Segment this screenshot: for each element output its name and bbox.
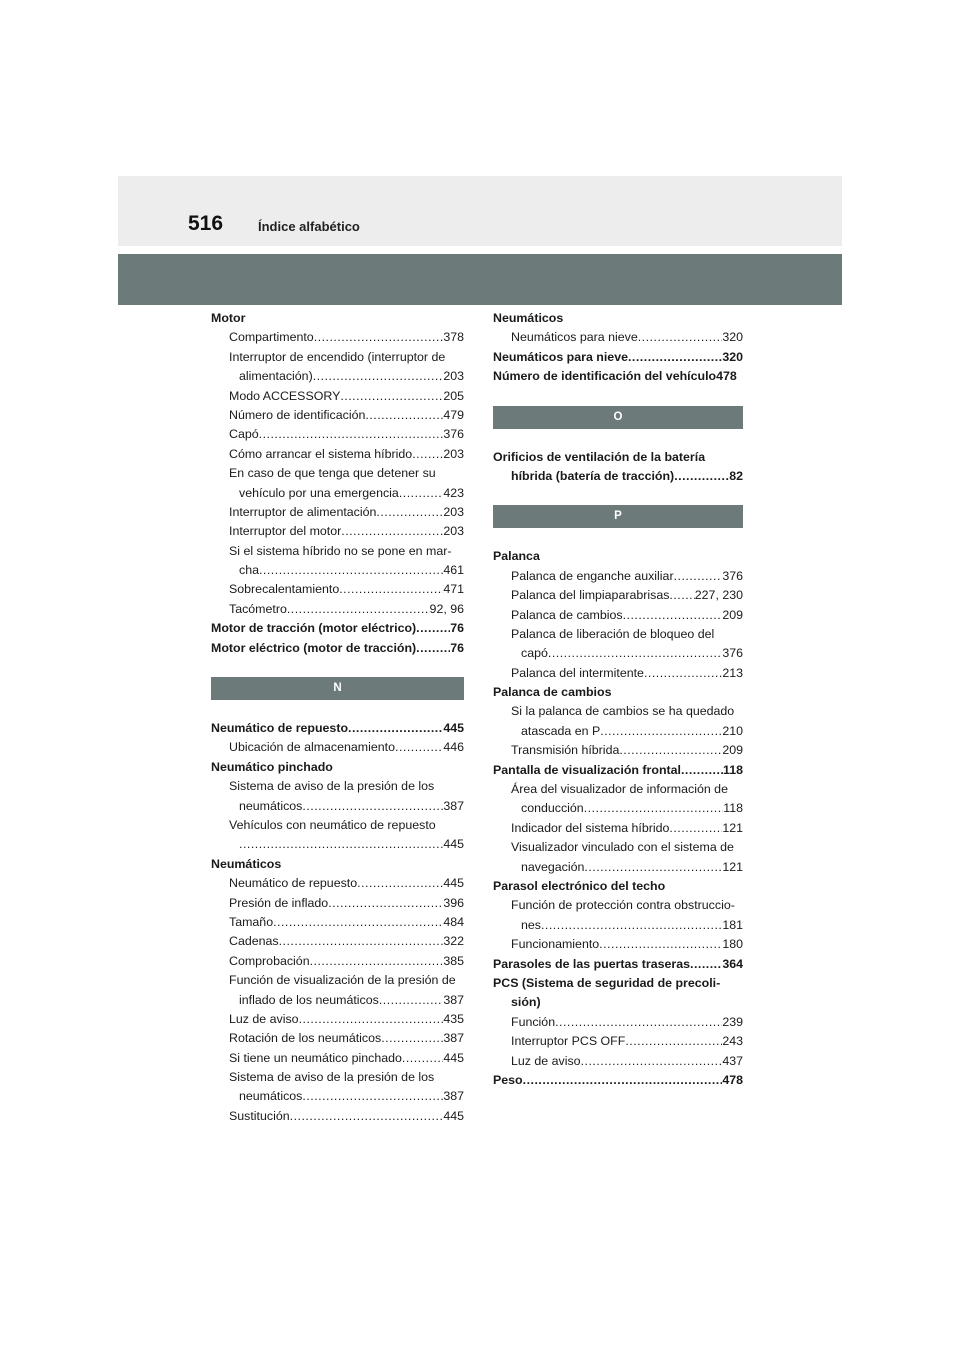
entry-label: Motor bbox=[211, 311, 246, 325]
entry-label: Interruptor del motor bbox=[229, 524, 342, 539]
entry-label: Luz de aviso bbox=[511, 1053, 581, 1068]
entry-label: Modo ACCESSORY bbox=[229, 388, 341, 403]
entry-label: Presión de inflado bbox=[229, 895, 329, 910]
entry-label: neumáticos bbox=[239, 798, 303, 813]
index-subentry bbox=[211, 522, 464, 541]
index-subentry bbox=[211, 542, 464, 561]
index-subentry bbox=[493, 838, 743, 857]
index-subentry bbox=[493, 702, 743, 721]
entry-label: Tacómetro bbox=[229, 601, 287, 616]
entry-label: Parasol electrónico del techo bbox=[493, 878, 666, 893]
entry-label: Palanca bbox=[493, 549, 540, 564]
index-subentry bbox=[211, 777, 464, 796]
entry-label: Neumático pinchado bbox=[211, 759, 333, 774]
leader-dots bbox=[341, 522, 443, 541]
index-subentry bbox=[493, 606, 743, 625]
leader-dots bbox=[416, 639, 450, 658]
index-subentry bbox=[211, 816, 464, 835]
entry-label: Compartimento bbox=[229, 330, 314, 345]
entry-label: Parasoles de las puertas traseras bbox=[493, 956, 690, 971]
index-subentry bbox=[211, 1010, 464, 1029]
index-subentry bbox=[493, 722, 743, 741]
entry-label: Cadenas bbox=[229, 934, 279, 949]
index-entry bbox=[493, 467, 743, 486]
index-subentry bbox=[211, 600, 464, 619]
index-subentry bbox=[211, 1068, 464, 1087]
page-reference: 387 bbox=[443, 992, 464, 1007]
entry-label: cha bbox=[239, 563, 259, 578]
entry-label: alimentación) bbox=[239, 369, 313, 384]
index-entry bbox=[493, 1071, 743, 1090]
index-entry bbox=[493, 309, 743, 328]
index-subentry bbox=[211, 445, 464, 464]
index-subentry bbox=[211, 991, 464, 1010]
index-subentry bbox=[211, 797, 464, 816]
entry-label: Palanca del intermitente bbox=[511, 665, 644, 680]
index-subentry bbox=[211, 1087, 464, 1106]
page-reference: 203 bbox=[443, 504, 464, 519]
page-reference: 76 bbox=[450, 640, 464, 655]
index-entry bbox=[493, 448, 743, 467]
entry-label: Luz de aviso bbox=[229, 1011, 299, 1026]
entry-label: Palanca del limpiaparabrisas bbox=[511, 588, 670, 603]
leader-dots bbox=[402, 1049, 443, 1068]
leader-dots bbox=[669, 819, 722, 838]
leader-dots bbox=[674, 467, 729, 486]
entry-label: Pantalla de visualización frontal bbox=[493, 762, 681, 777]
page-reference: 376 bbox=[722, 568, 743, 583]
page-reference: 180 bbox=[722, 937, 743, 952]
entry-label: Visualizador vinculado con el sistema de bbox=[511, 840, 734, 855]
index-subentry bbox=[211, 406, 464, 425]
leader-dots bbox=[599, 935, 722, 954]
index-subentry bbox=[493, 896, 743, 915]
leader-dots bbox=[313, 367, 444, 386]
index-subentry bbox=[211, 580, 464, 599]
leader-dots bbox=[523, 1071, 723, 1090]
leader-dots bbox=[669, 586, 694, 605]
entry-label: Sobrecalentamiento bbox=[229, 582, 340, 597]
leader-dots bbox=[628, 348, 722, 367]
index-subentry bbox=[493, 780, 743, 799]
index-entry bbox=[493, 877, 743, 896]
page-reference: 203 bbox=[443, 524, 464, 539]
entry-label: Si tiene un neumático pinchado bbox=[229, 1050, 402, 1065]
index-subentry bbox=[493, 1013, 743, 1032]
leader-dots bbox=[399, 484, 444, 503]
spacer bbox=[493, 387, 743, 406]
page-reference: 445 bbox=[443, 1108, 464, 1123]
leader-dots bbox=[644, 664, 722, 683]
leader-dots bbox=[339, 580, 443, 599]
entry-label: híbrida (batería de tracción) bbox=[511, 468, 675, 483]
entry-label: Rotación de los neumáticos bbox=[229, 1031, 382, 1046]
index-subentry bbox=[211, 971, 464, 990]
entry-label: Neumático de repuesto bbox=[211, 721, 349, 736]
entry-label: Neumáticos bbox=[493, 311, 564, 325]
index-subentry bbox=[211, 561, 464, 580]
page-reference: 181 bbox=[722, 917, 743, 932]
leader-dots bbox=[239, 835, 443, 854]
index-entry bbox=[493, 955, 743, 974]
index-entry bbox=[211, 855, 464, 874]
leader-dots bbox=[416, 619, 450, 638]
page-reference: 445 bbox=[443, 721, 464, 736]
entry-label: Transmisión híbrida bbox=[511, 743, 620, 758]
header-band bbox=[118, 254, 842, 305]
index-subentry bbox=[211, 387, 464, 406]
index-subentry bbox=[493, 1052, 743, 1071]
index-subentry bbox=[493, 935, 743, 954]
page-reference: 118 bbox=[723, 762, 743, 777]
page-reference: 210 bbox=[722, 723, 743, 738]
page-reference: 435 bbox=[443, 1011, 464, 1026]
entry-label: Cómo arrancar el sistema híbrido bbox=[229, 446, 413, 461]
index-entry bbox=[493, 348, 743, 367]
index-subentry bbox=[493, 858, 743, 877]
entry-label: conducción bbox=[521, 801, 584, 816]
index-subentry bbox=[493, 916, 743, 935]
entry-label: Número de identificación bbox=[229, 407, 366, 422]
entry-label: Número de identificación del vehículo478 bbox=[493, 369, 737, 384]
page-reference: 243 bbox=[722, 1034, 743, 1049]
page-reference: 445 bbox=[443, 837, 464, 852]
page-reference: 378 bbox=[443, 330, 464, 345]
entry-label: Neumáticos bbox=[211, 856, 282, 871]
page-reference: 445 bbox=[443, 1050, 464, 1065]
index-entry bbox=[493, 367, 743, 386]
leader-dots bbox=[348, 719, 443, 738]
page-reference: 320 bbox=[722, 330, 743, 345]
leader-dots bbox=[690, 955, 722, 974]
spacer bbox=[493, 486, 743, 505]
index-subentry bbox=[211, 484, 464, 503]
leader-dots bbox=[287, 600, 430, 619]
entry-label: Vehículos con neumático de repuesto bbox=[229, 817, 436, 832]
index-subentry bbox=[211, 874, 464, 893]
leader-dots bbox=[259, 561, 443, 580]
page-reference: 213 bbox=[722, 665, 743, 680]
leader-dots bbox=[381, 1029, 443, 1048]
entry-label: Ubicación de almacenamiento bbox=[229, 740, 395, 755]
page-reference: 471 bbox=[443, 582, 464, 597]
index-entry bbox=[211, 719, 464, 738]
entry-label: Palanca de enganche auxiliar bbox=[511, 568, 674, 583]
leader-dots bbox=[302, 1087, 443, 1106]
index-entry bbox=[493, 547, 743, 566]
index-entry bbox=[493, 993, 743, 1012]
section-title: Índice alfabético bbox=[258, 219, 360, 234]
leader-dots bbox=[273, 913, 443, 932]
index-entry bbox=[493, 974, 743, 993]
leader-dots bbox=[625, 1032, 722, 1051]
page-reference: 209 bbox=[722, 743, 743, 758]
index-subentry bbox=[493, 819, 743, 838]
entry-label: Si la palanca de cambios se ha quedado bbox=[511, 704, 735, 719]
page-reference: 461 bbox=[443, 563, 464, 578]
entry-label: Orificios de ventilación de la batería bbox=[493, 449, 706, 464]
spacer bbox=[211, 658, 464, 677]
leader-dots bbox=[310, 952, 444, 971]
entry-label: Neumáticos para nieve bbox=[493, 349, 628, 364]
page-reference: 376 bbox=[443, 427, 464, 442]
entry-label: Funcionamiento bbox=[511, 937, 600, 952]
page-reference: 203 bbox=[443, 369, 464, 384]
index-subentry bbox=[211, 1029, 464, 1048]
index-subentry bbox=[211, 932, 464, 951]
spacer bbox=[493, 528, 743, 547]
leader-dots bbox=[548, 644, 722, 663]
index-subentry bbox=[211, 328, 464, 347]
entry-label: atascada en P bbox=[521, 723, 601, 738]
page-reference: 320 bbox=[722, 349, 743, 364]
leader-dots bbox=[290, 1107, 444, 1126]
index-subentry bbox=[211, 1049, 464, 1068]
leader-dots bbox=[299, 1010, 444, 1029]
index-column-right bbox=[493, 309, 743, 1090]
leader-dots bbox=[623, 606, 723, 625]
page-reference: 92, 96 bbox=[429, 601, 464, 616]
entry-label: Palanca de liberación de bloqueo del bbox=[511, 626, 715, 641]
page-reference: 76 bbox=[450, 621, 464, 636]
index-subentry bbox=[493, 586, 743, 605]
entry-label: Palanca de cambios bbox=[493, 685, 612, 700]
page-reference: 387 bbox=[443, 798, 464, 813]
index-subentry bbox=[493, 328, 743, 347]
entry-label: Función de visualización de la presión de bbox=[229, 973, 456, 988]
spacer bbox=[493, 429, 743, 448]
page-reference: 205 bbox=[443, 388, 464, 403]
index-letter-heading: N bbox=[211, 677, 464, 700]
entry-label: PCS (Sistema de seguridad de precoli- bbox=[493, 975, 721, 990]
index-letter-heading: P bbox=[493, 505, 743, 528]
leader-dots bbox=[376, 503, 443, 522]
index-subentry bbox=[211, 894, 464, 913]
index-subentry bbox=[493, 1032, 743, 1051]
page-reference: 239 bbox=[722, 1014, 743, 1029]
leader-dots bbox=[328, 894, 443, 913]
entry-label: Interruptor de alimentación bbox=[229, 504, 377, 519]
index-column-left bbox=[211, 309, 464, 1126]
entry-label: Palanca de cambios bbox=[511, 607, 623, 622]
index-subentry bbox=[211, 348, 464, 367]
leader-dots bbox=[302, 797, 443, 816]
entry-label: Neumático de repuesto bbox=[229, 876, 358, 891]
index-subentry bbox=[493, 741, 743, 760]
page-reference: 446 bbox=[443, 740, 464, 755]
leader-dots bbox=[555, 1013, 722, 1032]
page-reference: 396 bbox=[443, 895, 464, 910]
entry-label: Interruptor de encendido (interruptor de bbox=[229, 349, 446, 364]
entry-label: Sistema de aviso de la presión de los bbox=[229, 779, 435, 794]
page-reference: 385 bbox=[443, 953, 464, 968]
entry-label: Interruptor PCS OFF bbox=[511, 1034, 626, 1049]
index-subentry bbox=[493, 625, 743, 644]
index-entry bbox=[211, 639, 464, 658]
page-reference: 118 bbox=[723, 801, 743, 816]
leader-dots bbox=[581, 1052, 723, 1071]
page-reference: 484 bbox=[443, 914, 464, 929]
entry-label: En caso de que tenga que detener su bbox=[229, 466, 436, 481]
entry-label: vehículo por una emergencia bbox=[239, 485, 399, 500]
leader-dots bbox=[357, 874, 443, 893]
leader-dots bbox=[619, 741, 722, 760]
leader-dots bbox=[541, 916, 722, 935]
index-subentry bbox=[493, 567, 743, 586]
entry-label: inflado de los neumáticos bbox=[239, 992, 379, 1007]
entry-label: nes bbox=[521, 917, 541, 932]
page-reference: 121 bbox=[722, 859, 743, 874]
index-subentry bbox=[211, 738, 464, 757]
entry-label: navegación bbox=[521, 859, 585, 874]
page-reference: 376 bbox=[722, 646, 743, 661]
entry-label: Motor eléctrico (motor de tracción) bbox=[211, 640, 417, 655]
page-reference: 387 bbox=[443, 1031, 464, 1046]
entry-label: Función de protección contra obstruccio- bbox=[511, 898, 735, 913]
entry-label: Sustitución bbox=[229, 1108, 290, 1123]
leader-dots bbox=[638, 328, 723, 347]
index-subentry bbox=[493, 664, 743, 683]
page-reference: 387 bbox=[443, 1089, 464, 1104]
entry-label: Capó bbox=[229, 427, 259, 442]
entry-label: Sistema de aviso de la presión de los bbox=[229, 1070, 435, 1085]
entry-label: sión) bbox=[511, 995, 541, 1010]
page-reference: 121 bbox=[722, 820, 743, 835]
leader-dots bbox=[600, 722, 722, 741]
page-reference: 209 bbox=[722, 607, 743, 622]
page-header bbox=[118, 176, 842, 246]
leader-dots bbox=[259, 425, 444, 444]
index-entry bbox=[493, 683, 743, 702]
index-subentry bbox=[211, 1107, 464, 1126]
index-subentry bbox=[211, 367, 464, 386]
entry-label: neumáticos bbox=[239, 1089, 303, 1104]
entry-label: capó bbox=[521, 646, 548, 661]
index-entry bbox=[211, 309, 464, 328]
page-reference: 479 bbox=[443, 407, 464, 422]
index-entry bbox=[493, 761, 743, 780]
entry-label: Peso bbox=[493, 1072, 523, 1087]
index-subentry bbox=[211, 913, 464, 932]
page-reference: 478 bbox=[722, 1072, 743, 1087]
index-subentry bbox=[493, 644, 743, 663]
index-subentry bbox=[493, 799, 743, 818]
index-entry bbox=[211, 619, 464, 638]
index-entry bbox=[211, 758, 464, 777]
page-reference: 82 bbox=[729, 468, 743, 483]
entry-label: Indicador del sistema híbrido bbox=[511, 820, 670, 835]
entry-label: Tamaño bbox=[229, 914, 274, 929]
leader-dots bbox=[314, 328, 444, 347]
entry-label: Área del visualizador de información de bbox=[511, 782, 728, 797]
leader-dots bbox=[412, 445, 443, 464]
page-reference: 423 bbox=[443, 485, 464, 500]
leader-dots bbox=[584, 799, 724, 818]
leader-dots bbox=[279, 932, 444, 951]
entry-label: Motor de tracción (motor eléctrico) bbox=[211, 621, 417, 636]
page-reference: 227, 230 bbox=[694, 588, 743, 603]
index-subentry bbox=[211, 425, 464, 444]
index-subentry bbox=[211, 503, 464, 522]
leader-dots bbox=[340, 387, 443, 406]
page-reference: 437 bbox=[722, 1053, 743, 1068]
index-letter-heading: O bbox=[493, 406, 743, 429]
entry-label: Comprobación bbox=[229, 953, 310, 968]
page-reference: 364 bbox=[722, 956, 743, 971]
index-subentry bbox=[211, 952, 464, 971]
index-subentry bbox=[211, 464, 464, 483]
page-number: 516 bbox=[188, 212, 224, 235]
leader-dots bbox=[584, 858, 722, 877]
page-reference: 445 bbox=[443, 876, 464, 891]
leader-dots bbox=[395, 738, 443, 757]
entry-label: Función bbox=[511, 1014, 556, 1029]
leader-dots bbox=[365, 406, 443, 425]
entry-label: Si el sistema híbrido no se pone en mar- bbox=[229, 543, 452, 558]
page-reference: 203 bbox=[443, 446, 464, 461]
leader-dots bbox=[379, 991, 443, 1010]
entry-label: Neumáticos para nieve bbox=[511, 330, 638, 345]
spacer bbox=[211, 700, 464, 719]
leader-dots bbox=[674, 567, 723, 586]
page-reference: 322 bbox=[443, 934, 464, 949]
leader-dots bbox=[681, 761, 723, 780]
index-subentry bbox=[211, 835, 464, 854]
